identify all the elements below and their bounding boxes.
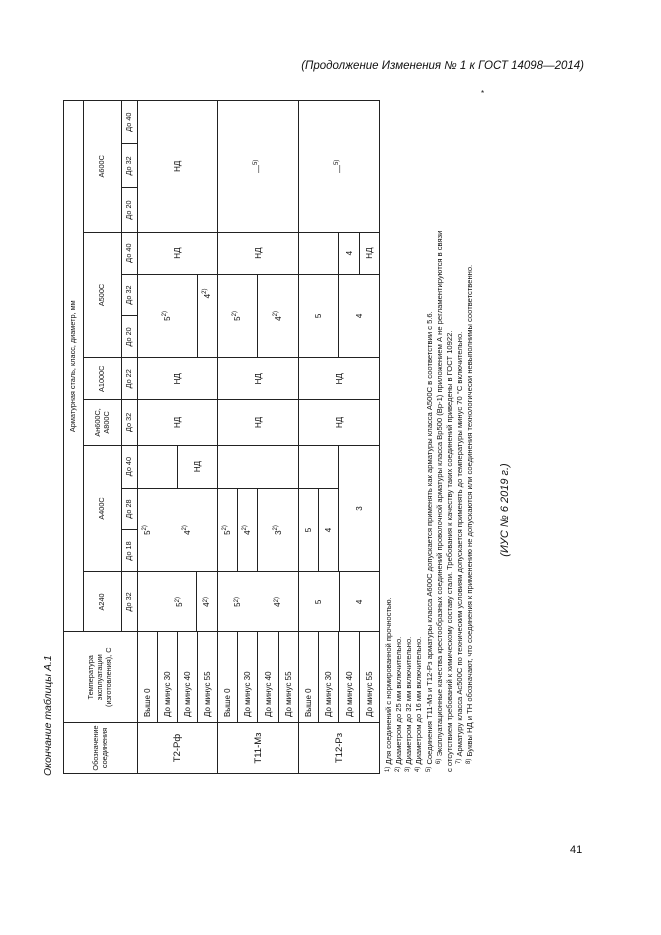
footnote-ref: 2) <box>203 597 209 603</box>
col-temperature: Температура эксплуатации (изготовления), С <box>64 632 138 723</box>
value: 5 <box>143 530 153 535</box>
data-cell <box>218 572 299 632</box>
footnote-mark: 2) <box>395 766 402 772</box>
col-group: Арматурная сталь, класс, диаметр, мм <box>64 101 84 632</box>
footnote-text: Соединения Т11-Мз и Т12-Рз арматуры класса А600С допускается применять как арматуры класса А500С в соответствии с 5.6. <box>424 311 434 765</box>
diam: До 32 <box>122 144 138 188</box>
designation-t11: Т11-Мз <box>218 723 299 774</box>
designation-t2: Т2-Рф <box>138 723 218 774</box>
footnote-ref: 2) <box>175 597 181 603</box>
data-cell: 4 <box>339 232 360 274</box>
class-a240: А240 <box>84 572 122 632</box>
temp-cell: До минус 55 <box>198 632 218 723</box>
data-cell: НД <box>218 400 299 445</box>
table-row <box>299 101 319 774</box>
diam: До 40 <box>122 445 138 488</box>
designation-t12: Т12-Рз <box>299 723 380 774</box>
footnote <box>414 100 424 772</box>
footnote-ref: 2) <box>232 311 238 317</box>
page-header: (Продолжение Изменения № 1 к ГОСТ 14098—2014) <box>301 60 584 72</box>
temp-cell: До минус 55 <box>279 632 299 723</box>
data-cell <box>258 274 299 358</box>
data-cell <box>218 101 299 233</box>
data-cell <box>138 488 158 572</box>
footnote <box>435 100 445 772</box>
footnote-ref: 5) <box>252 159 259 165</box>
rotated-table-block <box>63 100 487 774</box>
class-an600: Ан600С, А800С <box>84 400 122 445</box>
temp-cell: До минус 40 <box>178 632 198 723</box>
data-cell: НД <box>138 101 218 233</box>
temp-cell: До минус 30 <box>158 632 178 723</box>
table-row <box>218 101 238 774</box>
footnote-text: Для соединений с нормированной прочностью. <box>384 597 393 765</box>
value: 4 <box>273 316 283 321</box>
data-cell <box>258 488 299 572</box>
diam: До 20 <box>122 188 138 232</box>
footnote-mark: 6) <box>435 758 442 764</box>
temp-cell: Выше 0 <box>138 632 158 723</box>
data-cell <box>138 572 218 632</box>
footnote-mark: 5) <box>425 766 432 772</box>
data-cell: 5 <box>299 488 319 572</box>
data-cell: НД <box>138 400 218 445</box>
footnote-ref: 2) <box>234 597 240 603</box>
data-cell: 5 <box>299 274 339 358</box>
value: 5 <box>223 530 232 535</box>
temp-cell: До минус 30 <box>238 632 258 723</box>
footnote-ref: 2) <box>181 525 188 531</box>
value: 3 <box>273 530 283 535</box>
footnote-ref: 2) <box>222 525 228 531</box>
footnote-ref: 5) <box>333 159 340 165</box>
diam: До 32 <box>122 400 138 445</box>
footnote-ref: 2) <box>272 311 279 317</box>
diam: До 32 <box>122 572 138 632</box>
footnotes <box>384 100 475 774</box>
data-cell: НД <box>299 358 380 400</box>
diam: До 18 <box>122 530 138 572</box>
value: 4 <box>273 602 282 607</box>
data-cell: 4 <box>339 274 380 358</box>
class-a400c: А400С <box>84 445 122 572</box>
page-number: 41 <box>570 844 583 856</box>
data-cell: НД <box>218 232 299 274</box>
data-cell: 4 <box>319 488 339 572</box>
footnote-ref: 2) <box>242 525 248 531</box>
value: 5 <box>175 602 184 607</box>
data-cell <box>238 488 258 572</box>
diam: До 40 <box>122 101 138 144</box>
footnote <box>455 100 465 772</box>
temp-cell: До минус 40 <box>339 632 360 723</box>
diam: До 20 <box>122 316 138 358</box>
value: 4 <box>202 602 211 607</box>
temp-cell: До минус 40 <box>258 632 279 723</box>
footnote-mark: 1) <box>385 766 391 772</box>
data-cell <box>198 274 218 358</box>
footnote-text: Диаметром до 32 мм включительно. <box>404 636 414 765</box>
ius-note: (ИУС № 6 2019 г.) <box>499 463 511 557</box>
footnote-ref: 2) <box>162 311 168 317</box>
footnote <box>394 100 404 772</box>
footnote-text: Диаметром до 16 мм включительно. <box>414 636 424 765</box>
data-cell: НД <box>178 445 218 488</box>
footnote-text: Буквы НД и ТН обозначают, что соединения к применению не допускаются или соединения технологически невыполнимы соответственно. <box>465 264 475 757</box>
footnote-mark: 4) <box>415 766 422 772</box>
footnote <box>404 100 414 772</box>
data-cell: НД <box>218 358 299 400</box>
footnote-ref: 2) <box>202 288 208 294</box>
footnote-mark: 3) <box>405 766 412 772</box>
data-cell <box>299 445 339 488</box>
footnote-mark: 8) <box>466 758 473 764</box>
diam: До 40 <box>122 232 138 274</box>
temp-cell: До минус 55 <box>360 632 380 723</box>
footnote-ref: 2) <box>142 525 149 531</box>
data-cell <box>158 488 218 572</box>
temp-cell: Выше 0 <box>299 632 319 723</box>
data-cell <box>299 232 339 274</box>
footnote <box>445 100 455 772</box>
class-a500: А500С <box>84 232 122 358</box>
footnote-ref: 2) <box>272 525 279 531</box>
data-cell <box>218 445 299 488</box>
data-cell <box>218 488 238 572</box>
value: — <box>334 164 344 173</box>
footnote-ref: 2) <box>274 597 280 603</box>
footnote-mark: 7) <box>456 758 463 764</box>
footnote-text: Арматуру класса Ас500С по техническим условиям допускается применять до температуры минус 70 °С включительно. <box>455 331 465 757</box>
footnote <box>384 100 394 772</box>
data-cell <box>299 572 380 632</box>
footnote-text: с отсутствием требований к химическому составу стали. Требования к качеству таких соединений приведены в ГОСТ 10922. <box>444 330 454 772</box>
data-cell: 3 <box>339 445 380 572</box>
class-a600: А600С <box>84 101 122 233</box>
class-a1000: А1000С <box>84 358 122 400</box>
value: 4 <box>355 599 364 605</box>
data-cell: НД <box>138 358 218 400</box>
main-table <box>63 100 380 774</box>
table-title: Окончание таблицы А.1 <box>42 655 54 776</box>
diam: До 22 <box>122 358 138 400</box>
value: 5 <box>163 316 172 321</box>
temp-cell: Выше 0 <box>218 632 238 723</box>
temp-cell: До минус 30 <box>319 632 339 723</box>
footnote-star: * <box>481 89 485 98</box>
data-cell <box>299 101 380 233</box>
footnote <box>425 100 435 772</box>
footnote <box>465 100 475 772</box>
data-cell <box>218 274 258 358</box>
data-cell: НД <box>299 400 380 445</box>
value: 4 <box>203 293 212 299</box>
data-cell: НД <box>360 232 380 274</box>
data-cell: НД <box>138 232 218 274</box>
value: 5 <box>233 316 242 321</box>
header-row-1 <box>64 101 84 774</box>
data-cell <box>138 274 198 358</box>
value: 5 <box>299 572 340 631</box>
data-cell <box>138 445 178 488</box>
footnote-text: Диаметром до 25 мм включительно. <box>394 636 404 765</box>
table-row <box>138 101 158 774</box>
value: — <box>253 164 263 173</box>
col-designation: Обозначение соединения <box>64 723 138 774</box>
diam: До 32 <box>122 274 138 316</box>
footnote-text: Эксплуатационные качества крестообразных соединений проволочной арматуры класса Вр500 (Вр-1) приложением А не регламентируются в связи <box>434 230 444 757</box>
diam: До 28 <box>122 488 138 530</box>
value: 4 <box>182 530 192 535</box>
value: 4 <box>243 530 252 535</box>
value: 5 <box>233 602 242 607</box>
